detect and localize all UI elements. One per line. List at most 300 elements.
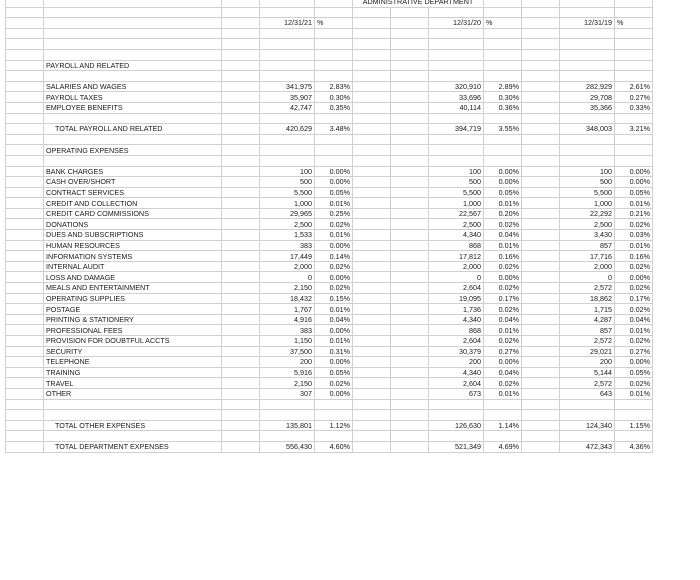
empty-cell[interactable] [222, 198, 260, 209]
pct-2020[interactable]: 0.02% [484, 261, 522, 272]
empty-cell[interactable] [522, 113, 560, 124]
amount-2020[interactable]: 673 [429, 388, 484, 399]
empty-cell[interactable] [484, 28, 522, 39]
empty-cell[interactable] [484, 399, 522, 410]
amount-2019[interactable]: 0 [560, 272, 615, 283]
empty-cell[interactable] [222, 251, 260, 262]
amount-2020[interactable]: 5,500 [429, 187, 484, 198]
empty-cell[interactable] [429, 431, 484, 442]
empty-cell[interactable] [315, 113, 353, 124]
amount-2020[interactable]: 521,349 [429, 441, 484, 452]
empty-cell[interactable] [560, 7, 615, 18]
empty-cell[interactable] [522, 134, 560, 145]
empty-cell[interactable] [484, 60, 522, 71]
empty-cell[interactable] [353, 283, 391, 294]
empty-cell[interactable] [222, 177, 260, 188]
empty-cell[interactable] [353, 166, 391, 177]
pct-2019[interactable]: 0.02% [615, 261, 653, 272]
pct-2020[interactable]: 3.55% [484, 124, 522, 135]
amount-2019[interactable]: 2,572 [560, 378, 615, 389]
pct-2021[interactable]: 0.02% [315, 283, 353, 294]
empty-cell[interactable] [522, 346, 560, 357]
empty-cell[interactable] [391, 357, 429, 368]
pct-2019[interactable]: 0.03% [615, 230, 653, 241]
empty-cell[interactable] [391, 261, 429, 272]
empty-cell[interactable] [522, 314, 560, 325]
row-label[interactable]: TELEPHONE [44, 357, 222, 368]
empty-cell[interactable] [522, 431, 560, 442]
row-label[interactable]: CREDIT CARD COMMISSIONS [44, 208, 222, 219]
amount-2020[interactable]: 126,630 [429, 420, 484, 431]
empty-cell[interactable] [260, 60, 315, 71]
empty-cell[interactable] [353, 346, 391, 357]
amount-2020[interactable]: 4,340 [429, 230, 484, 241]
empty-cell[interactable] [6, 39, 44, 50]
empty-cell[interactable] [391, 367, 429, 378]
amount-2020[interactable]: 17,812 [429, 251, 484, 262]
empty-cell[interactable] [522, 240, 560, 251]
empty-cell[interactable] [353, 240, 391, 251]
row-label[interactable]: MEALS AND ENTERTAINMENT [44, 283, 222, 294]
pct-2019[interactable]: 0.02% [615, 283, 653, 294]
pct-2019[interactable]: 0.01% [615, 198, 653, 209]
pct-2019[interactable]: 0.16% [615, 251, 653, 262]
empty-cell[interactable] [353, 177, 391, 188]
amount-2021[interactable]: 42,747 [260, 102, 315, 113]
empty-cell[interactable] [522, 155, 560, 166]
empty-cell[interactable] [560, 145, 615, 156]
empty-cell[interactable] [353, 208, 391, 219]
empty-cell[interactable] [615, 410, 653, 421]
empty-cell[interactable] [6, 314, 44, 325]
empty-cell[interactable] [6, 208, 44, 219]
empty-cell[interactable] [353, 251, 391, 262]
empty-cell[interactable] [615, 145, 653, 156]
empty-cell[interactable] [522, 124, 560, 135]
empty-cell[interactable] [353, 28, 391, 39]
empty-cell[interactable] [260, 71, 315, 82]
empty-cell[interactable] [522, 293, 560, 304]
pct-2019[interactable]: 0.02% [615, 219, 653, 230]
pct-2021[interactable]: 0.01% [315, 304, 353, 315]
empty-cell[interactable] [6, 198, 44, 209]
pct-2021[interactable]: 0.15% [315, 293, 353, 304]
amount-2020[interactable]: 40,114 [429, 102, 484, 113]
empty-cell[interactable] [391, 187, 429, 198]
row-label[interactable]: CONTRACT SERVICES [44, 187, 222, 198]
empty-cell[interactable] [260, 145, 315, 156]
pct-2019[interactable]: 0.01% [615, 240, 653, 251]
empty-cell[interactable] [522, 261, 560, 272]
amount-2021[interactable]: 556,430 [260, 441, 315, 452]
empty-cell[interactable] [615, 49, 653, 60]
empty-cell[interactable] [222, 346, 260, 357]
empty-cell[interactable] [222, 102, 260, 113]
amount-2021[interactable]: 17,449 [260, 251, 315, 262]
empty-cell[interactable] [6, 187, 44, 198]
pct-2019[interactable]: 0.27% [615, 92, 653, 103]
amount-2019[interactable]: 857 [560, 325, 615, 336]
empty-cell[interactable] [484, 7, 522, 18]
empty-cell[interactable] [522, 198, 560, 209]
empty-cell[interactable] [522, 92, 560, 103]
amount-2021[interactable]: 5,500 [260, 187, 315, 198]
empty-cell[interactable] [522, 420, 560, 431]
empty-cell[interactable] [353, 60, 391, 71]
amount-2021[interactable]: 29,965 [260, 208, 315, 219]
empty-cell[interactable] [6, 410, 44, 421]
empty-cell[interactable] [429, 410, 484, 421]
empty-cell[interactable] [6, 304, 44, 315]
empty-cell[interactable] [260, 155, 315, 166]
pct-2019[interactable]: 0.01% [615, 388, 653, 399]
row-label[interactable]: OTHER [44, 388, 222, 399]
empty-cell[interactable] [315, 49, 353, 60]
empty-cell[interactable] [615, 39, 653, 50]
amount-2021[interactable]: 2,000 [260, 261, 315, 272]
empty-cell[interactable] [429, 71, 484, 82]
row-label[interactable]: OPERATING SUPPLIES [44, 293, 222, 304]
empty-cell[interactable] [391, 92, 429, 103]
empty-cell[interactable] [222, 367, 260, 378]
empty-cell[interactable] [315, 0, 353, 7]
empty-cell[interactable] [260, 28, 315, 39]
empty-cell[interactable] [353, 18, 391, 29]
empty-cell[interactable] [260, 49, 315, 60]
amount-2019[interactable]: 29,708 [560, 92, 615, 103]
pct-2019[interactable]: 0.05% [615, 367, 653, 378]
empty-cell[interactable] [615, 155, 653, 166]
pct-2019[interactable]: 0.17% [615, 293, 653, 304]
pct-2021[interactable]: 0.02% [315, 378, 353, 389]
empty-cell[interactable] [353, 261, 391, 272]
empty-cell[interactable] [222, 410, 260, 421]
pct-2021[interactable]: 0.00% [315, 388, 353, 399]
empty-cell[interactable] [353, 71, 391, 82]
empty-cell[interactable] [353, 325, 391, 336]
empty-cell[interactable] [522, 39, 560, 50]
empty-cell[interactable] [44, 113, 222, 124]
pct-2021[interactable]: 0.02% [315, 261, 353, 272]
empty-cell[interactable] [391, 230, 429, 241]
pct-2019[interactable]: 0.00% [615, 357, 653, 368]
amount-2019[interactable]: 29,021 [560, 346, 615, 357]
amount-2019[interactable]: 2,000 [560, 261, 615, 272]
empty-cell[interactable] [353, 399, 391, 410]
empty-cell[interactable] [260, 7, 315, 18]
empty-cell[interactable] [484, 0, 522, 7]
empty-cell[interactable] [522, 102, 560, 113]
empty-cell[interactable] [522, 272, 560, 283]
amount-2021[interactable]: 0 [260, 272, 315, 283]
empty-cell[interactable] [44, 399, 222, 410]
empty-cell[interactable] [522, 219, 560, 230]
empty-cell[interactable] [6, 399, 44, 410]
empty-cell[interactable] [44, 7, 222, 18]
empty-cell[interactable] [260, 399, 315, 410]
pct-2020[interactable]: 0.02% [484, 283, 522, 294]
empty-cell[interactable] [391, 7, 429, 18]
row-label[interactable]: EMPLOYEE BENEFITS [44, 102, 222, 113]
pct-2021[interactable]: 2.83% [315, 81, 353, 92]
amount-2021[interactable]: 1,150 [260, 336, 315, 347]
empty-cell[interactable] [429, 145, 484, 156]
amount-2021[interactable]: 500 [260, 177, 315, 188]
empty-cell[interactable] [391, 336, 429, 347]
amount-2021[interactable]: 1,000 [260, 198, 315, 209]
empty-cell[interactable] [484, 113, 522, 124]
empty-cell[interactable] [353, 155, 391, 166]
amount-2020[interactable]: 500 [429, 177, 484, 188]
empty-cell[interactable] [315, 134, 353, 145]
header-pct-2021[interactable]: % [315, 18, 353, 29]
empty-cell[interactable] [353, 314, 391, 325]
pct-2020[interactable]: 0.36% [484, 102, 522, 113]
empty-cell[interactable] [391, 388, 429, 399]
pct-2020[interactable]: 1.14% [484, 420, 522, 431]
row-label[interactable]: DONATIONS [44, 219, 222, 230]
empty-cell[interactable] [6, 18, 44, 29]
row-label[interactable]: PROVISION FOR DOUBTFUL ACCTS [44, 336, 222, 347]
row-label[interactable]: PAYROLL TAXES [44, 92, 222, 103]
empty-cell[interactable] [560, 71, 615, 82]
empty-cell[interactable] [260, 39, 315, 50]
empty-cell[interactable] [222, 240, 260, 251]
amount-2019[interactable]: 643 [560, 388, 615, 399]
amount-2020[interactable]: 4,340 [429, 314, 484, 325]
amount-2019[interactable]: 35,366 [560, 102, 615, 113]
empty-cell[interactable] [222, 166, 260, 177]
empty-cell[interactable] [222, 60, 260, 71]
empty-cell[interactable] [222, 261, 260, 272]
empty-cell[interactable] [353, 441, 391, 452]
empty-cell[interactable] [6, 60, 44, 71]
empty-cell[interactable] [429, 49, 484, 60]
row-label[interactable]: SECURITY [44, 346, 222, 357]
empty-cell[interactable] [315, 145, 353, 156]
amount-2019[interactable]: 3,430 [560, 230, 615, 241]
empty-cell[interactable] [6, 7, 44, 18]
empty-cell[interactable] [222, 230, 260, 241]
pct-2021[interactable]: 0.25% [315, 208, 353, 219]
empty-cell[interactable] [353, 198, 391, 209]
amount-2019[interactable]: 5,500 [560, 187, 615, 198]
pct-2019[interactable]: 0.02% [615, 378, 653, 389]
pct-2021[interactable]: 0.00% [315, 357, 353, 368]
empty-cell[interactable] [391, 102, 429, 113]
empty-cell[interactable] [44, 28, 222, 39]
empty-cell[interactable] [391, 166, 429, 177]
amount-2019[interactable]: 17,716 [560, 251, 615, 262]
row-label[interactable]: PROFESSIONAL FEES [44, 325, 222, 336]
amount-2019[interactable]: 5,144 [560, 367, 615, 378]
empty-cell[interactable] [6, 346, 44, 357]
empty-cell[interactable] [522, 49, 560, 60]
empty-cell[interactable] [6, 431, 44, 442]
empty-cell[interactable] [560, 431, 615, 442]
empty-cell[interactable] [560, 39, 615, 50]
empty-cell[interactable] [353, 81, 391, 92]
empty-cell[interactable] [429, 155, 484, 166]
pct-2019[interactable]: 0.00% [615, 177, 653, 188]
amount-2019[interactable]: 100 [560, 166, 615, 177]
empty-cell[interactable] [560, 49, 615, 60]
empty-cell[interactable] [353, 367, 391, 378]
empty-cell[interactable] [615, 71, 653, 82]
section-title[interactable]: PAYROLL AND RELATED [44, 60, 222, 71]
empty-cell[interactable] [391, 145, 429, 156]
pct-2020[interactable]: 0.01% [484, 240, 522, 251]
row-label[interactable]: TOTAL DEPARTMENT EXPENSES [44, 441, 222, 452]
empty-cell[interactable] [260, 134, 315, 145]
amount-2021[interactable]: 135,801 [260, 420, 315, 431]
empty-cell[interactable] [6, 230, 44, 241]
empty-cell[interactable] [222, 314, 260, 325]
pct-2019[interactable]: 0.01% [615, 325, 653, 336]
pct-2020[interactable]: 0.01% [484, 198, 522, 209]
empty-cell[interactable] [391, 378, 429, 389]
amount-2020[interactable]: 2,604 [429, 336, 484, 347]
amount-2021[interactable]: 1,767 [260, 304, 315, 315]
empty-cell[interactable] [44, 49, 222, 60]
pct-2021[interactable]: 0.02% [315, 219, 353, 230]
pct-2021[interactable]: 0.01% [315, 198, 353, 209]
pct-2020[interactable]: 0.05% [484, 187, 522, 198]
empty-cell[interactable] [6, 166, 44, 177]
row-label[interactable]: DUES AND SUBSCRIPTIONS [44, 230, 222, 241]
empty-cell[interactable] [353, 145, 391, 156]
empty-cell[interactable] [391, 49, 429, 60]
amount-2020[interactable]: 1,736 [429, 304, 484, 315]
pct-2020[interactable]: 0.00% [484, 177, 522, 188]
empty-cell[interactable] [560, 134, 615, 145]
empty-cell[interactable] [260, 113, 315, 124]
amount-2021[interactable]: 18,432 [260, 293, 315, 304]
empty-cell[interactable] [615, 60, 653, 71]
empty-cell[interactable] [353, 431, 391, 442]
empty-cell[interactable] [6, 124, 44, 135]
pct-2021[interactable]: 3.48% [315, 124, 353, 135]
header-period-2021[interactable]: 12/31/21 [260, 18, 315, 29]
header-period-2020[interactable]: 12/31/20 [429, 18, 484, 29]
pct-2019[interactable]: 3.21% [615, 124, 653, 135]
empty-cell[interactable] [222, 272, 260, 283]
amount-2021[interactable]: 1,533 [260, 230, 315, 241]
empty-cell[interactable] [391, 177, 429, 188]
empty-cell[interactable] [391, 272, 429, 283]
empty-cell[interactable] [391, 346, 429, 357]
empty-cell[interactable] [222, 388, 260, 399]
amount-2019[interactable]: 857 [560, 240, 615, 251]
amount-2019[interactable]: 2,572 [560, 283, 615, 294]
empty-cell[interactable] [222, 18, 260, 29]
empty-cell[interactable] [6, 336, 44, 347]
amount-2021[interactable]: 383 [260, 325, 315, 336]
empty-cell[interactable] [260, 0, 315, 7]
empty-cell[interactable] [429, 28, 484, 39]
empty-cell[interactable] [484, 39, 522, 50]
empty-cell[interactable] [615, 431, 653, 442]
empty-cell[interactable] [353, 39, 391, 50]
amount-2021[interactable]: 341,975 [260, 81, 315, 92]
empty-cell[interactable] [44, 431, 222, 442]
empty-cell[interactable] [222, 92, 260, 103]
empty-cell[interactable] [315, 431, 353, 442]
pct-2020[interactable]: 0.02% [484, 219, 522, 230]
empty-cell[interactable] [44, 134, 222, 145]
empty-cell[interactable] [391, 81, 429, 92]
amount-2020[interactable]: 2,604 [429, 283, 484, 294]
amount-2021[interactable]: 383 [260, 240, 315, 251]
amount-2020[interactable]: 2,500 [429, 219, 484, 230]
amount-2020[interactable]: 22,567 [429, 208, 484, 219]
empty-cell[interactable] [44, 39, 222, 50]
pct-2021[interactable]: 0.14% [315, 251, 353, 262]
empty-cell[interactable] [522, 187, 560, 198]
amount-2019[interactable]: 1,715 [560, 304, 615, 315]
pct-2019[interactable]: 2.61% [615, 81, 653, 92]
empty-cell[interactable] [353, 49, 391, 60]
pct-2020[interactable]: 0.30% [484, 92, 522, 103]
pct-2021[interactable]: 1.12% [315, 420, 353, 431]
empty-cell[interactable] [484, 410, 522, 421]
empty-cell[interactable] [6, 155, 44, 166]
empty-cell[interactable] [222, 304, 260, 315]
pct-2019[interactable]: 0.27% [615, 346, 653, 357]
pct-2020[interactable]: 2.89% [484, 81, 522, 92]
empty-cell[interactable] [522, 336, 560, 347]
empty-cell[interactable] [222, 0, 260, 7]
empty-cell[interactable] [315, 39, 353, 50]
empty-cell[interactable] [6, 420, 44, 431]
empty-cell[interactable] [484, 431, 522, 442]
empty-cell[interactable] [484, 71, 522, 82]
empty-cell[interactable] [522, 0, 560, 7]
empty-cell[interactable] [484, 134, 522, 145]
amount-2019[interactable]: 22,292 [560, 208, 615, 219]
section-title[interactable]: OPERATING EXPENSES [44, 145, 222, 156]
pct-2019[interactable]: 0.00% [615, 166, 653, 177]
empty-cell[interactable] [222, 28, 260, 39]
pct-2019[interactable]: 1.15% [615, 420, 653, 431]
pct-2021[interactable]: 0.00% [315, 325, 353, 336]
row-label[interactable]: PRINTING & STATIONERY [44, 314, 222, 325]
row-label[interactable]: BANK CHARGES [44, 166, 222, 177]
amount-2021[interactable]: 37,500 [260, 346, 315, 357]
empty-cell[interactable] [44, 18, 222, 29]
empty-cell[interactable] [429, 60, 484, 71]
empty-cell[interactable] [6, 49, 44, 60]
empty-cell[interactable] [429, 399, 484, 410]
empty-cell[interactable] [484, 145, 522, 156]
empty-cell[interactable] [522, 399, 560, 410]
empty-cell[interactable] [391, 124, 429, 135]
empty-cell[interactable] [615, 28, 653, 39]
empty-cell[interactable] [353, 113, 391, 124]
amount-2019[interactable]: 200 [560, 357, 615, 368]
empty-cell[interactable] [391, 283, 429, 294]
amount-2019[interactable]: 1,000 [560, 198, 615, 209]
row-label[interactable]: TRAINING [44, 367, 222, 378]
pct-2019[interactable]: 0.00% [615, 272, 653, 283]
empty-cell[interactable] [6, 102, 44, 113]
empty-cell[interactable] [522, 251, 560, 262]
empty-cell[interactable] [6, 357, 44, 368]
empty-cell[interactable] [6, 325, 44, 336]
row-label[interactable]: INFORMATION SYSTEMS [44, 251, 222, 262]
row-label[interactable]: INTERNAL AUDIT [44, 261, 222, 272]
empty-cell[interactable] [391, 304, 429, 315]
